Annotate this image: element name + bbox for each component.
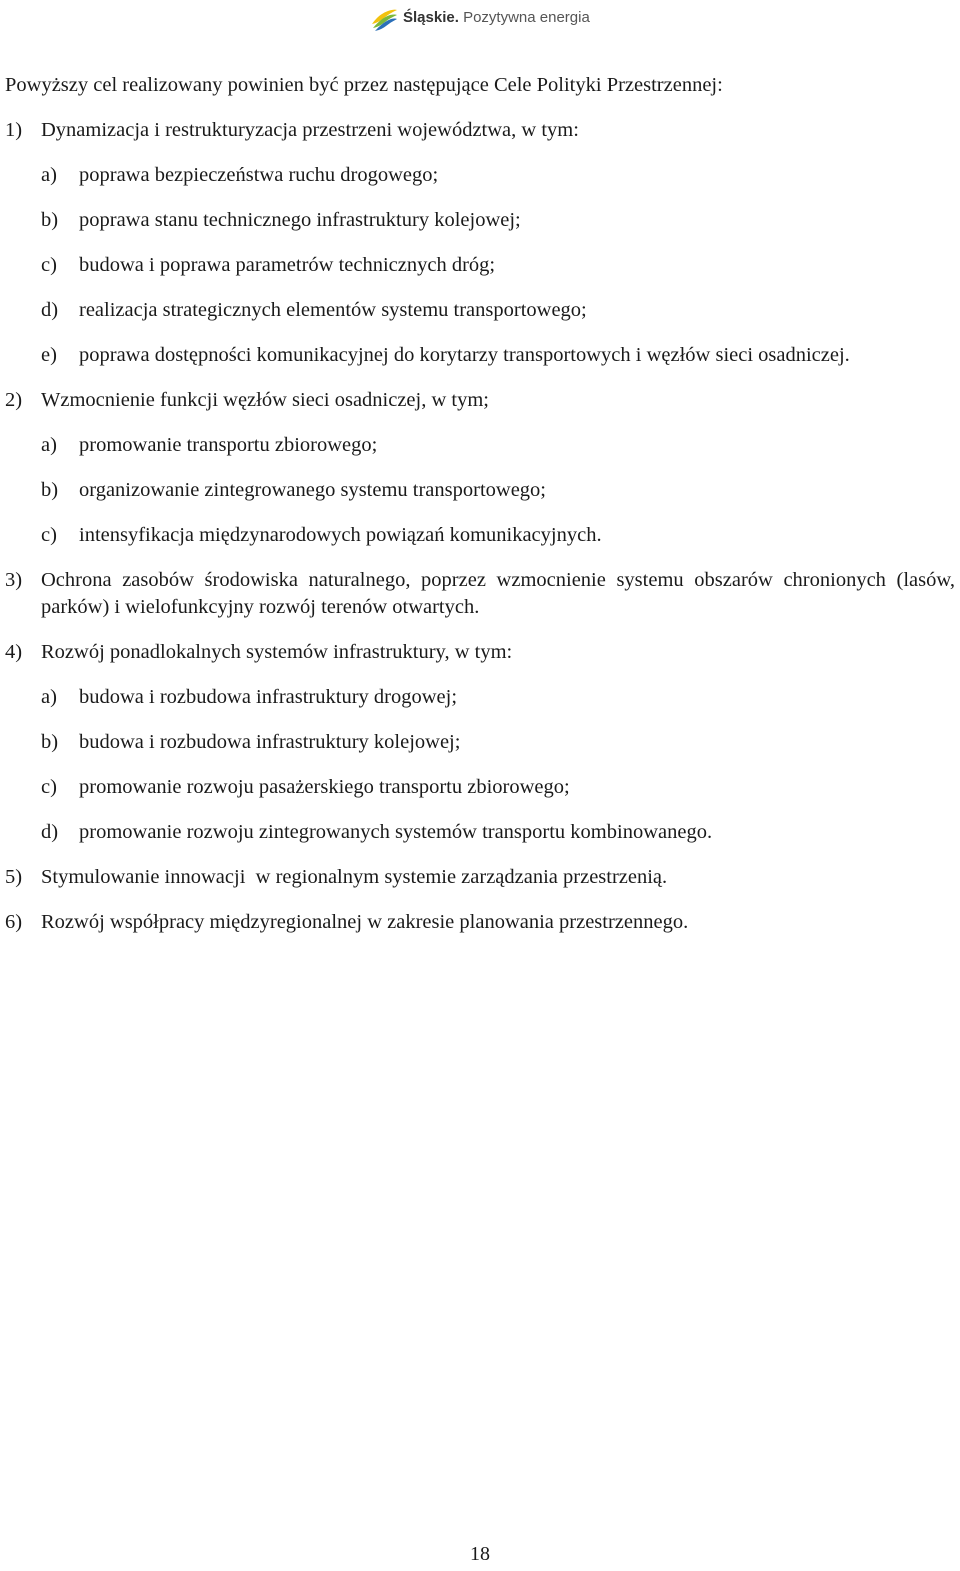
sub-letter: c) xyxy=(41,776,57,798)
sub-item xyxy=(5,477,955,504)
sub-item xyxy=(5,522,955,549)
page-header xyxy=(0,5,960,33)
sub-item xyxy=(5,432,955,459)
sub-text: budowa i rozbudowa infrastruktury drogowej; xyxy=(79,686,458,708)
item-text: Rozwój ponadlokalnych systemów infrastruktury, w tym: xyxy=(41,641,513,663)
intro-paragraph: Powyższy cel realizowany powinien być przez następujące Cele Polityki Przestrzennej: xyxy=(5,74,723,96)
list-item xyxy=(5,909,955,936)
sub-letter: b) xyxy=(41,731,59,753)
page-number: 18 xyxy=(470,1543,490,1565)
sub-text: promowanie transportu zbiorowego; xyxy=(79,434,378,456)
item-number: 4) xyxy=(5,641,23,663)
brand-name: Śląskie. xyxy=(403,9,459,26)
sub-letter: b) xyxy=(41,479,59,501)
sub-text: promowanie rozwoju pasażerskiego transportu zbiorowego; xyxy=(79,776,570,798)
sub-text: intensyfikacja międzynarodowych powiązań komunikacyjnych. xyxy=(79,524,602,546)
sub-letter: a) xyxy=(41,686,57,708)
sub-text: promowanie rozwoju zintegrowanych systemów transportu kombinowanego. xyxy=(79,821,713,843)
list-item xyxy=(5,864,955,891)
list-item xyxy=(5,567,955,621)
document-body xyxy=(5,72,955,954)
sub-item xyxy=(5,729,955,756)
sub-item xyxy=(5,297,955,324)
sub-letter: a) xyxy=(41,434,57,456)
sub-letter: e) xyxy=(41,344,57,366)
sub-letter: b) xyxy=(41,209,59,231)
sub-item xyxy=(5,819,955,846)
sub-letter: d) xyxy=(41,299,59,321)
sub-item xyxy=(5,252,955,279)
sub-letter: a) xyxy=(41,164,57,186)
item-text: Stymulowanie innowacji w regionalnym systemie zarządzania przestrzenią. xyxy=(41,866,668,888)
sub-item xyxy=(5,774,955,801)
sub-text: poprawa stanu technicznego infrastruktury kolejowej; xyxy=(79,209,521,231)
sub-item xyxy=(5,342,955,369)
item-text: Wzmocnienie funkcji węzłów sieci osadniczej, w tym; xyxy=(41,389,489,411)
sub-text: budowa i rozbudowa infrastruktury kolejowej; xyxy=(79,731,461,753)
brand-tagline: Pozytywna energia xyxy=(463,9,590,26)
list-item xyxy=(5,387,955,414)
sub-item xyxy=(5,207,955,234)
sub-text: organizowanie zintegrowanego systemu transportowego; xyxy=(79,479,547,501)
sub-letter: c) xyxy=(41,254,57,276)
item-number: 1) xyxy=(5,119,23,141)
sub-text: poprawa bezpieczeństwa ruchu drogowego; xyxy=(79,164,439,186)
sub-letter: c) xyxy=(41,524,57,546)
sub-letter: d) xyxy=(41,821,59,843)
sub-text: budowa i poprawa parametrów technicznych dróg; xyxy=(79,254,496,276)
item-number: 5) xyxy=(5,866,23,888)
item-number: 3) xyxy=(5,569,23,591)
list-item xyxy=(5,639,955,666)
sub-item xyxy=(5,684,955,711)
sub-item xyxy=(5,162,955,189)
brand-text xyxy=(403,9,590,26)
sub-text: realizacja strategicznych elementów systemu transportowego; xyxy=(79,299,587,321)
slaskie-waves-logo-icon xyxy=(370,6,398,32)
item-text: Dynamizacja i restrukturyzacja przestrzeni województwa, w tym: xyxy=(41,119,579,141)
sub-text: poprawa dostępności komunikacyjnej do korytarzy transportowych i węzłów sieci osadniczej. xyxy=(79,344,850,366)
item-number: 2) xyxy=(5,389,23,411)
item-number: 6) xyxy=(5,911,23,933)
item-text: Rozwój współpracy międzyregionalnej w zakresie planowania przestrzennego. xyxy=(41,911,689,933)
item-text: Ochrona zasobów środowiska naturalnego, poprzez wzmocnienie systemu obszarów chronionych (lasów, parków) i wielofunkcyjny rozwój terenów otwartych. xyxy=(41,569,955,618)
list-item xyxy=(5,117,955,144)
